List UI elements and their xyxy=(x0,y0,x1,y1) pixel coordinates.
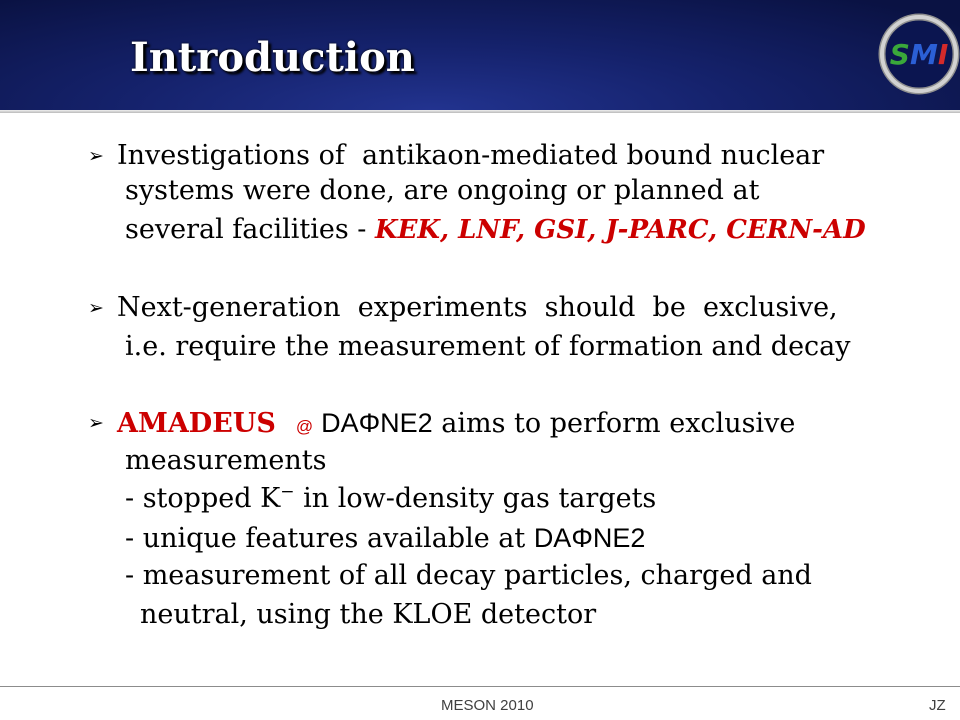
bullet-3-line-1 xyxy=(117,404,795,442)
project-name: AMADEUS xyxy=(117,408,276,439)
header-divider xyxy=(0,110,960,113)
bullet-arrow-icon: ➢ xyxy=(88,297,104,319)
stopped-kaon-text: - stopped K xyxy=(125,483,281,514)
bullet-2-line-2: i.e. require the measurement of formation and decay xyxy=(125,331,851,362)
bullet-3-line-4 xyxy=(125,519,645,557)
slide-title: Introduction xyxy=(130,34,415,81)
footer-author: JZ xyxy=(929,697,946,714)
facilities-intro: several facilities - xyxy=(125,214,376,245)
bullet-arrow-icon: ➢ xyxy=(88,145,104,167)
logo-letter-m: M xyxy=(909,38,938,71)
bullet-3-line-6: neutral, using the KLOE detector xyxy=(140,599,597,630)
kaon-charge: − xyxy=(280,482,295,502)
logo-letter-i: I xyxy=(937,38,949,71)
collider-name: DAΦNE2 xyxy=(533,523,646,553)
footer-divider xyxy=(0,686,960,687)
footer-event: MESON 2010 xyxy=(441,697,534,714)
bullet-1-line-1: Investigations of antikaon-mediated bound nuclear xyxy=(117,140,825,171)
bullet-1-line-2: systems were done, are ongoing or planned at xyxy=(125,175,760,206)
bullet-arrow-icon: ➢ xyxy=(88,412,104,434)
bullet-2-line-1: Next-generation experiments should be exclusive, xyxy=(117,292,838,323)
bullet-3-line-2: measurements xyxy=(125,445,327,476)
smi-logo-icon xyxy=(876,10,960,98)
bullet-1-line-3 xyxy=(125,211,866,249)
logo-lettering xyxy=(890,38,948,71)
bullet-3-line-3 xyxy=(125,480,656,518)
header-bar xyxy=(0,0,960,110)
gas-targets-text: in low-density gas targets xyxy=(294,483,657,514)
collider-name: DAΦNE2 xyxy=(321,408,433,438)
at-sign: @ xyxy=(295,417,314,436)
logo-letter-s: S xyxy=(889,38,910,71)
unique-features-text: - unique features available at xyxy=(125,523,534,554)
aim-text: aims to perform exclusive xyxy=(432,408,796,439)
bullet-3-line-5: - measurement of all decay particles, charged and xyxy=(125,560,812,591)
facilities-list: KEK, LNF, GSI, J-PARC, CERN-AD xyxy=(375,215,866,245)
